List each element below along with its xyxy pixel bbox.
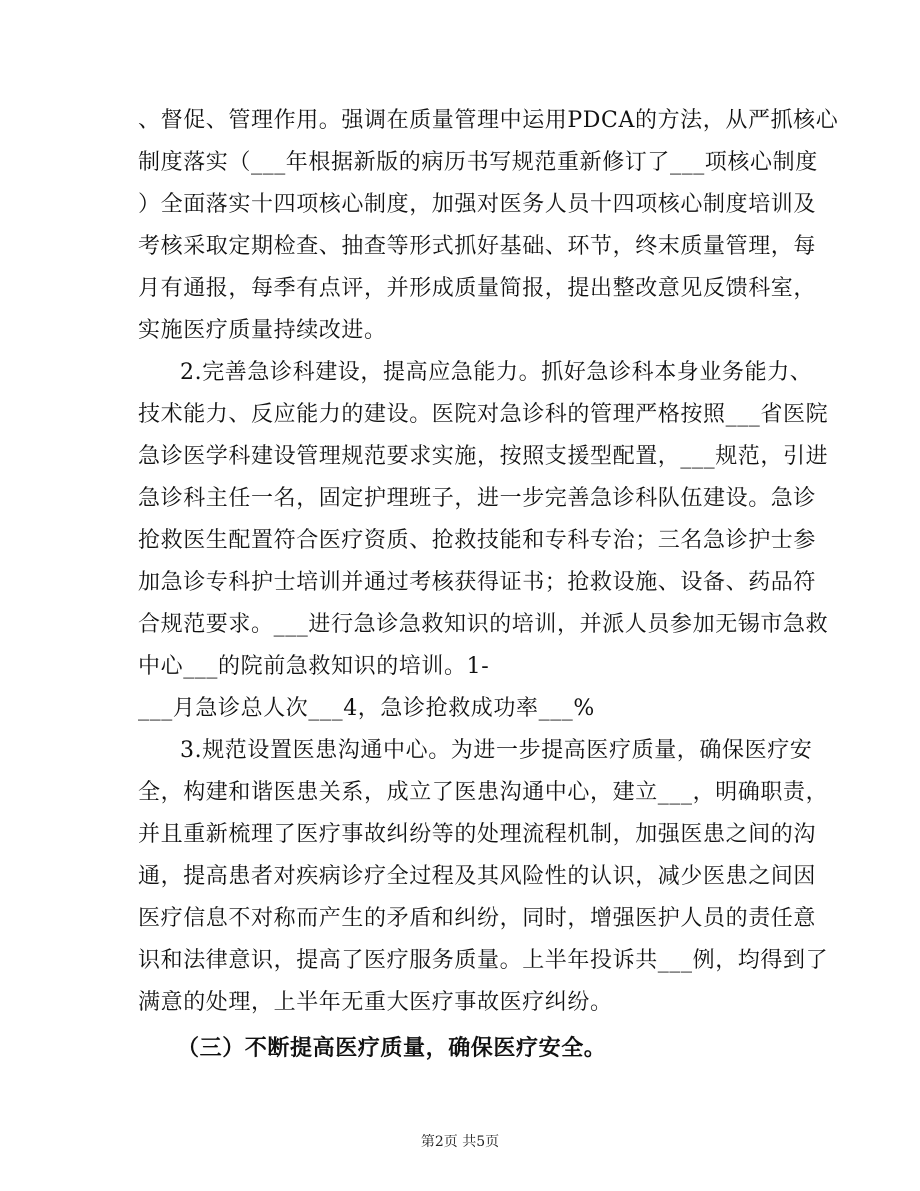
body-text-line: 识和法律意识，提高了医疗服务质量。上半年投诉共___例，均得到了: [138, 948, 829, 973]
body-text-line: 抢救医生配置符合医疗资质、抢救技能和专科专治；三名急诊护士参: [138, 528, 817, 553]
paragraph-start-line: 2.完善急诊科建设，提高应急能力。抓好急诊科本身业务能力、: [180, 360, 813, 385]
body-text-line: 中心___的院前急救知识的培训。1-: [138, 654, 490, 679]
body-text-line: 合规范要求。___进行急诊急救知识的培训，并派人员参加无锡市急救: [138, 612, 829, 637]
body-text-line: ）全面落实十四项核心制度，加强对医务人员十四项核心制度培训及: [138, 192, 817, 217]
body-text-line: 考核采取定期检查、抽查等形式抓好基础、环节，终末质量管理，每: [138, 234, 817, 259]
body-text-line: 实施医疗质量持续改进。: [138, 318, 387, 343]
body-text-line: 并且重新梳理了医疗事故纠纷等的处理流程机制，加强医患之间的沟: [138, 822, 817, 847]
body-text-line: 满意的处理，上半年无重大医疗事故医疗纠纷。: [138, 990, 613, 1015]
page-number-footer: 第2页 共5页: [420, 1134, 500, 1150]
body-text-line: 、督促、管理作用。强调在质量管理中运用PDCA的方法，从严抓核心: [138, 108, 839, 133]
body-text-line: 技术能力、反应能力的建设。医院对急诊科的管理严格按照___省医院: [138, 402, 829, 427]
body-text-line: 急诊医学科建设管理规范要求实施，按照支援型配置，___规范，引进: [138, 444, 829, 469]
body-text-line: 医疗信息不对称而产生的矛盾和纠纷，同时，增强医护人员的责任意: [138, 906, 817, 931]
body-text-line: 制度落实（___年根据新版的病历书写规范重新修订了___项核心制度: [138, 150, 818, 175]
body-text-line: 通，提高患者对疾病诊疗全过程及其风险性的认识，减少医患之间因: [138, 864, 817, 889]
paragraph-start-line: 3.规范设置医患沟通中心。为进一步提高医疗质量，确保医疗安: [180, 738, 813, 763]
body-text-line: 月有通报，每季有点评，并形成质量简报，提出整改意见反馈科室，: [138, 276, 817, 301]
body-text-line: 全，构建和谐医患关系，成立了医患沟通中心，建立___，明确职责，: [138, 780, 829, 805]
body-text-line: 加急诊专科护士培训并通过考核获得证书；抢救设施、设备、药品符: [138, 570, 817, 595]
body-text-line: 急诊科主任一名，固定护理班子，进一步完善急诊科队伍建设。急诊: [138, 486, 817, 511]
body-text-line: ___月急诊总人次___4，急诊抢救成功率___%: [138, 696, 595, 721]
section-heading: （三）不断提高医疗质量，确保医疗安全。: [177, 1035, 607, 1061]
